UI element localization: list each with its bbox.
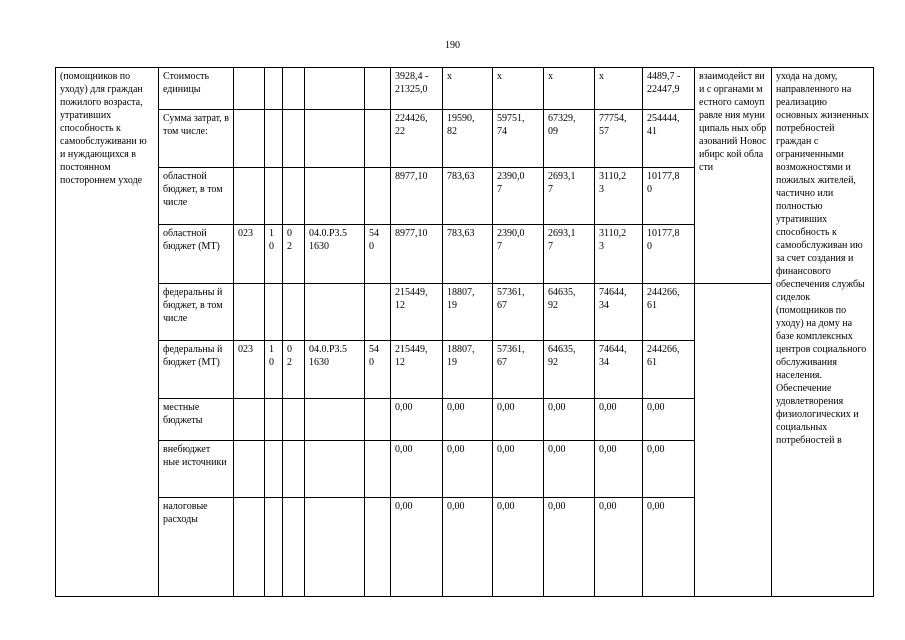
rz-cell <box>265 399 283 441</box>
value-cell: 0,00 <box>544 498 595 597</box>
value-cell: 0,00 <box>443 399 493 441</box>
vr-cell <box>365 441 391 498</box>
pr-cell <box>283 399 305 441</box>
value-cell: 0,00 <box>595 441 643 498</box>
row-label-cell: налоговые расходы <box>159 498 234 597</box>
vr-cell <box>365 68 391 110</box>
value-cell: 67329, 09 <box>544 110 595 168</box>
page-number: 190 <box>445 40 460 51</box>
vr-cell: 54 0 <box>365 341 391 399</box>
value-cell: 74644, 34 <box>595 341 643 399</box>
row-label-cell: Сумма затрат, в том числе: <box>159 110 234 168</box>
pr-cell: 0 2 <box>283 225 305 284</box>
row-label-cell: внебюджет ные источники <box>159 441 234 498</box>
value-cell: 3110,2 3 <box>595 168 643 225</box>
total-cell: 4489,7 - 22447,9 <box>643 68 695 110</box>
value-cell: 0,00 <box>595 399 643 441</box>
executor-empty-cell <box>695 284 772 597</box>
csr-cell <box>305 168 365 225</box>
csr-cell <box>305 441 365 498</box>
value-cell: 2693,1 7 <box>544 225 595 284</box>
value-cell: 0,00 <box>544 441 595 498</box>
value-cell: x <box>493 68 544 110</box>
value-cell: 215449, 12 <box>391 284 443 341</box>
total-cell: 0,00 <box>643 441 695 498</box>
value-cell: x <box>443 68 493 110</box>
pr-cell <box>283 68 305 110</box>
value-cell: 0,00 <box>443 441 493 498</box>
value-cell: 224426, 22 <box>391 110 443 168</box>
pr-cell <box>283 498 305 597</box>
table-row <box>56 284 874 341</box>
rz-cell <box>265 68 283 110</box>
vr-cell <box>365 284 391 341</box>
pr-cell <box>283 284 305 341</box>
csr-cell <box>305 68 365 110</box>
grbs-cell <box>234 498 265 597</box>
table-row <box>56 68 874 110</box>
total-cell: 244266, 61 <box>643 341 695 399</box>
value-cell: 2390,0 7 <box>493 168 544 225</box>
value-cell: 57361, 67 <box>493 284 544 341</box>
csr-cell: 04.0.Р3.5 1630 <box>305 225 365 284</box>
value-cell: 0,00 <box>544 399 595 441</box>
value-cell: 0,00 <box>391 399 443 441</box>
value-cell: 18807, 19 <box>443 341 493 399</box>
total-cell: 0,00 <box>643 399 695 441</box>
value-cell: 59751, 74 <box>493 110 544 168</box>
rz-cell: 1 0 <box>265 225 283 284</box>
total-cell: 10177,8 0 <box>643 225 695 284</box>
value-cell: x <box>595 68 643 110</box>
value-cell: x <box>544 68 595 110</box>
row-label-cell: областной бюджет, в том числе <box>159 168 234 225</box>
value-cell: 0,00 <box>443 498 493 597</box>
total-cell: 254444, 41 <box>643 110 695 168</box>
grbs-cell <box>234 168 265 225</box>
value-cell: 18807, 19 <box>443 284 493 341</box>
csr-cell <box>305 498 365 597</box>
rz-cell <box>265 284 283 341</box>
row-label-cell: областной бюджет (МТ) <box>159 225 234 284</box>
row-label-cell: Стоимость единицы <box>159 68 234 110</box>
rz-cell <box>265 498 283 597</box>
grbs-cell: 023 <box>234 225 265 284</box>
vr-cell <box>365 498 391 597</box>
value-cell: 64635, 92 <box>544 341 595 399</box>
value-cell: 0,00 <box>391 441 443 498</box>
csr-cell: 04.0.Р3.5 1630 <box>305 341 365 399</box>
executor-cell: взаимодейст вии с органами местного самоуправле ния муниципаль ных образований Новосибирс кой области <box>695 68 772 284</box>
vr-cell <box>365 168 391 225</box>
program-description-cell: (помощников по уходу) для граждан пожилого возраста, утративших способность к самообслуживани ю и нуждающихся в постоянном постороннем уходе <box>56 68 159 597</box>
total-cell: 0,00 <box>643 498 695 597</box>
pr-cell <box>283 110 305 168</box>
value-cell: 215449, 12 <box>391 341 443 399</box>
expected-result-cell: ухода на дому, направленного на реализацию основных жизненных потребностей граждан с ограниченными возможностями и пожилых жителей, частично или полностью утративших способность к самообслуживан ию за счет создания и финансового обеспечения службы сиделок (помощников по уходу) на дому на базе комплексных центров социального обслуживания населения. Обеспечение удовлетворения физиологических и социальных потребностей в <box>772 68 874 597</box>
rz-cell <box>265 168 283 225</box>
value-cell: 8977,10 <box>391 225 443 284</box>
csr-cell <box>305 399 365 441</box>
value-cell: 77754, 57 <box>595 110 643 168</box>
row-label-cell: федеральны й бюджет, в том числе <box>159 284 234 341</box>
vr-cell <box>365 399 391 441</box>
budget-table <box>55 67 874 597</box>
value-cell: 0,00 <box>493 399 544 441</box>
rz-cell <box>265 441 283 498</box>
vr-cell <box>365 110 391 168</box>
value-cell: 74644, 34 <box>595 284 643 341</box>
vr-cell: 54 0 <box>365 225 391 284</box>
value-cell: 783,63 <box>443 168 493 225</box>
value-cell: 3110,2 3 <box>595 225 643 284</box>
grbs-cell <box>234 399 265 441</box>
total-cell: 10177,8 0 <box>643 168 695 225</box>
value-cell: 2390,0 7 <box>493 225 544 284</box>
row-label-cell: местные бюджеты <box>159 399 234 441</box>
value-cell: 19590, 82 <box>443 110 493 168</box>
value-cell: 0,00 <box>391 498 443 597</box>
csr-cell <box>305 284 365 341</box>
pr-cell: 0 2 <box>283 341 305 399</box>
row-label-cell: федеральны й бюджет (МТ) <box>159 341 234 399</box>
grbs-cell <box>234 68 265 110</box>
csr-cell <box>305 110 365 168</box>
value-cell: 8977,10 <box>391 168 443 225</box>
rz-cell: 1 0 <box>265 341 283 399</box>
value-cell: 64635, 92 <box>544 284 595 341</box>
grbs-cell <box>234 284 265 341</box>
pr-cell <box>283 441 305 498</box>
pr-cell <box>283 168 305 225</box>
value-cell: 2693,1 7 <box>544 168 595 225</box>
grbs-cell: 023 <box>234 341 265 399</box>
total-cell: 244266, 61 <box>643 284 695 341</box>
value-cell: 0,00 <box>493 498 544 597</box>
value-cell: 3928,4 - 21325,0 <box>391 68 443 110</box>
value-cell: 0,00 <box>493 441 544 498</box>
rz-cell <box>265 110 283 168</box>
grbs-cell <box>234 110 265 168</box>
value-cell: 0,00 <box>595 498 643 597</box>
grbs-cell <box>234 441 265 498</box>
value-cell: 57361, 67 <box>493 341 544 399</box>
value-cell: 783,63 <box>443 225 493 284</box>
